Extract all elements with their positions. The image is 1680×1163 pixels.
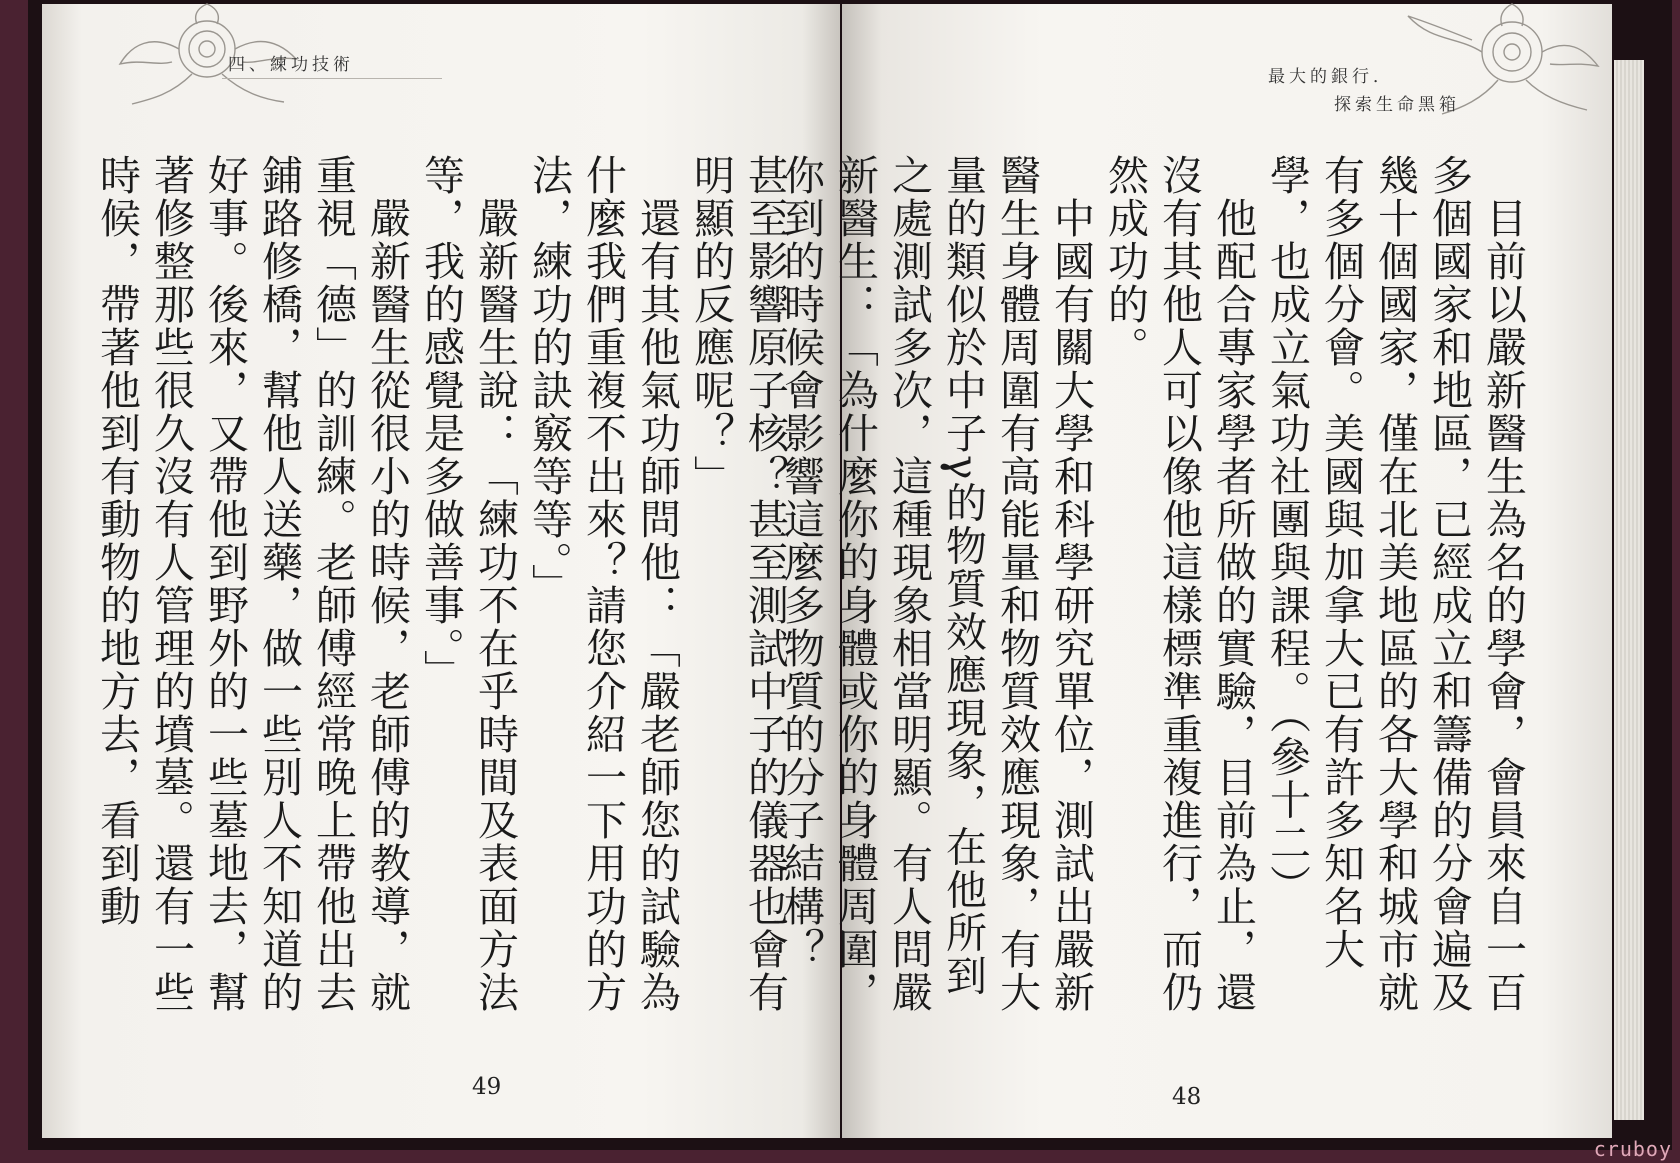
paragraph: 嚴新醫生說：「練功不在乎時間及表面方法等，我的感覺是多做善事。」 xyxy=(417,154,519,1014)
paragraph: 甚至影響原子核？甚至測試中子的儀器也會有明顯的反應呢？」 xyxy=(687,154,789,1014)
left-page xyxy=(42,4,840,1138)
right-page xyxy=(777,4,1612,1138)
paragraph: 還有其他氣功師問他：「嚴老師您的試驗為什麼我們重複不出來？請您介紹一下用功的方法，練功的訣竅等等。」 xyxy=(525,154,681,1014)
page-edges xyxy=(1614,60,1644,1120)
body-text xyxy=(777,154,1530,1034)
page-number: 48 xyxy=(1172,1084,1202,1110)
paragraph: 他配合專家學者所做的實驗，目前為止，還沒有其他人可以像他這樣標準重複進行，而仍然成功的。 xyxy=(1101,154,1257,1014)
open-book xyxy=(28,0,1672,1150)
running-head: 最大的銀行． xyxy=(1268,67,1394,87)
page-number: 49 xyxy=(472,1074,502,1100)
paragraph: 嚴新醫生從很小的時候，老師傅的教導，就重視「德」的訓練。老師傅經常晚上帶他出去鋪路修橋，幫他人送藥，做一些別人不知道的好事。後來，又帶他到野外的一些墓地去，幫著修整那些很久沒有人管理的墳墓。還有一些時候，帶著他到有動物的地方去，看到動 xyxy=(93,154,411,1014)
running-head: 探索生命黑箱 xyxy=(1334,95,1460,115)
paragraph: 中國有關大學和科學研究單位，測試出嚴新醫生身體周圍有高能量和物質效應現象，有大量的類似於中子γ的物質效應現象，在他所到之處測試多次，這種現象相當明顯。有人問嚴新醫生：「為什麼你的身體或你的身體周圍，你到的時候會影響這麼多物質的分子結構？ xyxy=(777,154,1095,1014)
body-text xyxy=(93,154,792,1034)
paragraph: 目前以嚴新醫生為名的學會，會員來自一百多個國家和地區，已經成立和籌備的分會遍及幾十個國家，僅在北美地區的各大學和城市就有多個分會。美國與加拿大已有許多知名大學，也成立氣功社團與課程。（參十二） xyxy=(1263,154,1527,1014)
running-head: 四、練功技術 xyxy=(228,55,354,75)
scan-watermark: cruboy xyxy=(1593,1137,1672,1161)
header-rule xyxy=(222,78,442,79)
